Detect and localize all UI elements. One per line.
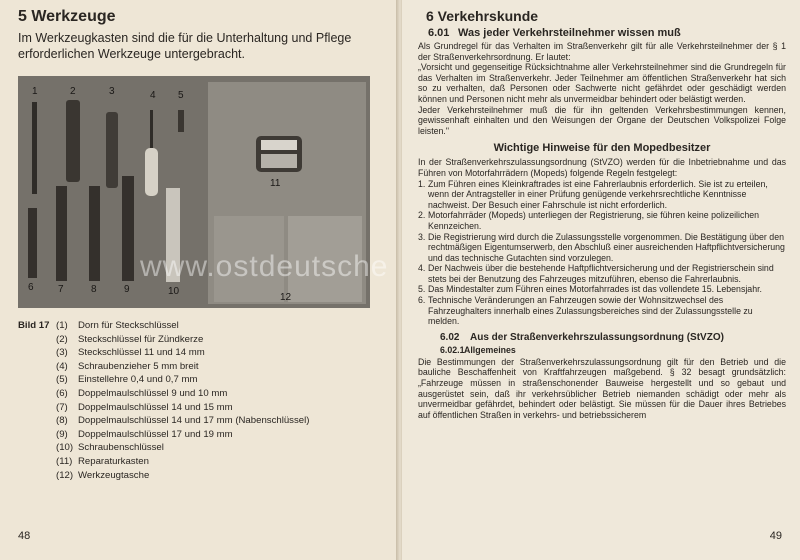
rule-number: 4. (418, 263, 426, 274)
legend-text: Doppelmaulschlüssel 14 und 17 mm (Nabenschlüssel) (78, 415, 310, 427)
legend-text: Einstellehre 0,4 und 0,7 mm (78, 374, 198, 386)
watermark-text: www.ostdeutsche (140, 250, 389, 283)
list-item (418, 295, 786, 327)
legend-number: (2) (56, 333, 68, 345)
section-6-02-heading (440, 332, 786, 343)
spark-plug-wrench-shape (66, 100, 80, 182)
legend-number: (5) (56, 374, 68, 386)
rule-text: Zum Führen eines Kleinkraftrades ist eine Fahrerlaubnis erforderlich. Sie ist zu erteilen, wenn der Antragsteller in einer Prüfung genügende verkehrsrechtliche Kenntnisse nachweist. Der Besuch einer Fahrschule ist nicht erforderlich. (428, 178, 768, 210)
figure-label-6: 6 (28, 282, 34, 293)
rule-text: Der Nachweis über die bestehende Haftpflichtversicherung und der Registrierschein sind stets bei der Benutzung des Fahrzeuges mitzuführen, ebenso die Fahrerlaubnis. (428, 263, 774, 284)
page-number-right: 49 (769, 530, 782, 542)
legend-text: Reparaturkasten (78, 455, 149, 467)
intro-paragraph: Im Werkzeugkasten sind die für die Unterhaltung und Pflege erforderlichen Werkzeuge untergebracht. (18, 31, 352, 61)
figure-label-4: 4 (150, 90, 156, 101)
spanner-9-shape (122, 176, 134, 281)
section-number: 6.02 (440, 331, 460, 343)
legend-text: Doppelmaulschlüssel 14 und 15 mm (78, 401, 233, 413)
rule-text: Die Registrierung wird durch die Zulassungsstelle vorgenommen. Die Bestätigung über den rechtmäßigen Eigentumserwerb, den Abschluß einer ausreichenden Haftpflichtversicherung und das technische Gutachten sind vorzulegen. (428, 231, 785, 263)
figure-label-10: 10 (168, 286, 180, 297)
legend-number: (8) (56, 415, 68, 427)
rule-text: Technische Veränderungen an Fahrzeugen sowie der Wohnsitzwechsel des Fahrzeughalters innerhalb eines Zulassungsbereiches sind der Zulassungsstelle zu melden. (428, 295, 753, 327)
hinweise-heading: Wichtige Hinweise für den Mopedbesitzer (493, 142, 711, 155)
right-page (402, 0, 800, 560)
chapter-title-werkzeuge: 5 Werkzeuge (18, 8, 116, 25)
section-6-01-heading (428, 27, 786, 39)
pin-shape (32, 102, 37, 194)
rule-number: 5. (418, 284, 426, 295)
legend-number: (10) (56, 442, 74, 454)
figure-label-1: 1 (32, 86, 38, 97)
section-number: 6.01 (428, 27, 450, 39)
spanner-6-shape (28, 208, 37, 278)
figure-label-8: 8 (91, 284, 97, 295)
figure-label-12: 12 (280, 292, 292, 303)
stvo-quote: „Vorsicht und gegenseitige Rücksichtnahme aller Verkehrsteilnehmer sind die Grundregeln für das Verhalten im Straßenverkehr. Jeder Teilnehmer am öffentlichen Straßenverkehr hat sich so zu verhalten, daß Personen oder Sachwerte nicht gefährdet oder geschädigt werden können und Personen nicht mehr als unvermeidbar behindert oder belästigt werden. (418, 62, 786, 104)
legend-number: (3) (56, 347, 68, 359)
legend-number: (6) (56, 387, 68, 399)
rule-number: 6. (418, 295, 426, 306)
legend-number: (9) (56, 428, 68, 440)
legend-number: (4) (56, 360, 68, 372)
figure-legend (18, 319, 378, 482)
hinweise-intro: In der Straßenverkehrszulassungsordnung (StVZO) werden für die Inbetriebnahme und das Führen von Motorfahrrädern (Mopeds) folgende Regeln festgelegt: (418, 157, 786, 178)
figure-label-11: 11 (270, 178, 281, 189)
list-item (418, 210, 786, 231)
screwdriver-shape (145, 148, 158, 196)
legend-number: (12) (56, 469, 74, 481)
legend-text: Doppelmaulschlüssel 9 und 10 mm (78, 387, 228, 399)
legend-text: Steckschlüssel für Zündkerze (78, 333, 204, 345)
chapter-title-verkehrskunde: 6 Verkehrskunde (426, 8, 539, 24)
section-number: 6.02.1 (440, 344, 465, 355)
section-title: Was jeder Verkehrsteilnehmer wissen muß (458, 27, 681, 39)
legend-text: Schraubenschlüssel (78, 442, 164, 454)
legend-text: Steckschlüssel 11 und 14 mm (78, 347, 205, 359)
legend-prefix: Bild 17 (18, 320, 50, 331)
figure-label-3: 3 (109, 86, 115, 97)
section-6-02-1-text: Die Bestimmungen der Straßenverkehrszulassungsordnung gilt für den Betrieb und die bauliche Beschaffenheit von Kraftfahrzeugen maßgebend. § 32 besagt grundsätzlich: „Fahrzeuge müssen in straßenschonender Bauweise hergestellt und so gebaut und ausgerüstet sein, daß ihr verkehrsüblicher Betrieb niemanden schädigt oder mehr als unvermeidbar gefährdet, behindert oder belästigt. Sie müssen für die Dauer ihres Betriebes auf öffentlichen Straßen in verkehrs- und betriebssicherem (418, 356, 786, 420)
list-item (418, 179, 786, 211)
legend-text: Doppelmaulschlüssel 17 und 19 mm (78, 428, 233, 440)
list-item (418, 232, 786, 264)
rule-text: Das Mindestalter zum Führen eines Motorfahrrades ist das vollendete 15. Lebensjahr. (428, 284, 762, 295)
legend-text: Schraubenzieher 5 mm breit (78, 360, 199, 372)
section-title: Allgemeines (464, 344, 516, 355)
socket-wrench-shape (106, 112, 118, 188)
feeler-gauge-shape (178, 110, 184, 132)
stvo-quote-continued: Jeder Verkehrsteilnehmer muß die für ihn geltenden Verkehrsbestimmungen kennen, gewissenhaft einhalten und den Weisungen der Organe der Deutschen Volkspolizei Folge leisten." (418, 104, 786, 136)
spanner-7-shape (56, 186, 67, 281)
section-title: Aus der Straßenverkehrszulassungsordnung (StVZO) (470, 331, 724, 343)
legend-text: Dorn für Steckschlüssel (78, 320, 179, 331)
list-item (418, 263, 786, 284)
rule-text: Motorfahrräder (Mopeds) unterliegen der Registrierung, sie führen keine polizeilichen Kennzeichen. (428, 210, 760, 231)
legend-number: (11) (56, 455, 73, 467)
figure-label-7: 7 (58, 284, 64, 295)
legend-number: (1) (56, 320, 68, 331)
figure-label-2: 2 (70, 86, 76, 97)
rule-number: 2. (418, 210, 426, 221)
figure-label-5: 5 (178, 90, 184, 101)
spanner-8-shape (89, 186, 100, 281)
figure-label-9: 9 (124, 284, 130, 295)
legend-text: Werkzeugtasche (78, 469, 150, 481)
legend-number: (7) (56, 401, 68, 413)
section-6-01-text: Als Grundregel für das Verhalten im Straßenverkehr gilt für alle Verkehrsteilnehmer der § 1 der Straßenverkehrsordnung. Er lautet: (418, 41, 786, 62)
section-6-02-1-heading (440, 345, 786, 355)
list-item (418, 284, 786, 295)
page-number-left: 48 (18, 530, 31, 542)
rule-number: 3. (418, 231, 426, 242)
rule-number: 1. (418, 178, 426, 189)
rules-list (418, 179, 786, 327)
